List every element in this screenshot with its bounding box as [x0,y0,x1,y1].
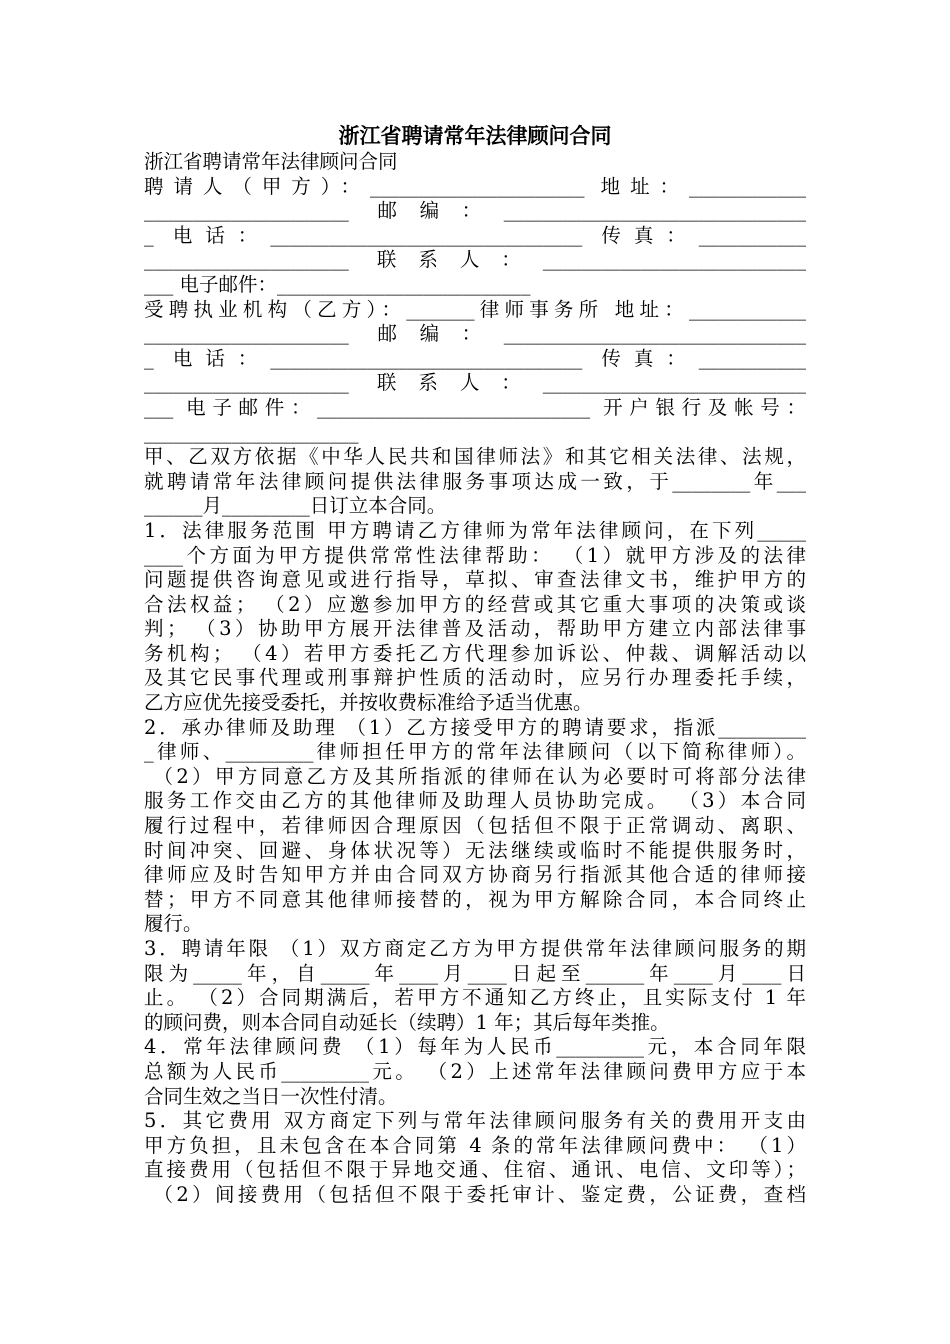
document-line: 替；甲方不同意其他律师接替的，视为甲方解除合同，本合同终止 [144,887,806,911]
document-line: 浙江省聘请常年法律顾问合同 [144,150,398,173]
document-line: 问题提供咨询意见或进行指导，草拟、审查法律文书，维护甲方的 [144,568,806,592]
document-body [144,150,806,1208]
document-line: 受聘执业机构（乙方）：_______律师事务所 地址：____________ [144,297,806,321]
document-line: 限为_____年，自_____年____月____日起至______年____月____日 [144,961,806,985]
document-line: 履行。 [144,912,203,936]
document-line: 甲方负担，且未包含在本合同第 4 条的常年法律顾问费中： （1） [144,1133,806,1157]
document-line: _____________________ 联系人：___________________________ [144,248,806,272]
document-line: _____________________ 邮编：_______________________________ [144,199,806,223]
document-line: _____________________ 邮编：_______________________________ [144,322,806,346]
document-title: 浙江省聘请常年法律顾问合同 [338,123,612,148]
document-line: _ 电话：________________________________ 传真：___________ [144,346,806,370]
document-line: 务机构； （4）若甲方委托乙方代理参加诉讼、仲裁、调解活动以 [144,641,806,665]
document-line: 乙方应优先接受委托，并按收费标准给予适当优惠。 [144,691,593,715]
document-line: 5．其它费用 双方商定下列与常年法律顾问服务有关的费用开支由 [144,1109,806,1133]
document-line: 合同生效之当日一次性付清。 [144,1084,398,1108]
document-line: （2）间接费用（包括但不限于委托审计、鉴定费，公证费，查档 [144,1182,806,1206]
document-line: 聘请人（甲方）：______________________ 地址：____________ [144,174,806,198]
document-line: 服务工作交由乙方的其他律师及助理人员协助完成。 （3）本合同 [144,789,806,813]
document-line: ______月_________日订立本合同。 [144,494,447,518]
document-line: （2）甲方同意乙方及其所指派的律师在认为必要时可将部分法律 [144,764,806,788]
document-line: 总额为人民币_________元。 （2）上述常年法律顾问费甲方应于本 [144,1059,806,1083]
document-line: _律师、_________律师担任甲方的常年法律顾问（以下简称律师）。 [144,740,806,764]
document-line: 2．承办律师及助理 （1）乙方接受甲方的聘请要求，指派_________ [144,715,806,739]
document-line: _____________________ 联系人：___________________________ [144,371,806,395]
document-line: 时间冲突、回避、身体状况等）无法继续或临时不能提供服务时， [144,838,806,862]
document-line: ______________________ [144,420,359,444]
document-line: 判； （3）协助甲方展开法律普及活动，帮助甲方建立内部法律事 [144,617,806,641]
document-line: ___ 电子邮件：__________________________ [144,272,531,296]
document-line: _ 电话：________________________________ 传真：___________ [144,223,806,247]
document-line: 履行过程中，若律师因合理原因（包括但不限于正常调动、离职、 [144,814,806,838]
document-line: 就聘请常年法律顾问提供法律服务事项达成一致，于________年___ [144,469,806,493]
document-line: 止。 （2）合同期满后，若甲方不通知乙方终止，且实际支付 1 年 [144,986,806,1010]
document-line: 合法权益； （2）应邀参加甲方的经营或其它重大事项的决策或谈 [144,592,806,616]
document-line: 甲、乙双方依据《中华人民共和国律师法》和其它相关法律、法规， [144,445,806,469]
document-line: 4．常年法律顾问费 （1）每年为人民币_________元，本合同年限 [144,1035,806,1059]
document-line: ___ 电子邮件：____________________________ 开户银行及帐号： [144,395,806,419]
document-line: 及其它民事代理或刑事辩护性质的活动时，应另行办理委托手续， [144,666,806,690]
document-line: 3．聘请年限 （1）双方商定乙方为甲方提供常年法律顾问服务的期 [144,937,806,960]
document-line: 律师应及时告知甲方并由合同双方协商另行指派其他合适的律师接 [144,863,806,887]
document-line: 1．法律服务范围 甲方聘请乙方律师为常年法律顾问，在下列_____ [144,518,806,542]
document-line: ____个方面为甲方提供常常性法律帮助： （1）就甲方涉及的法律 [144,543,806,567]
document-line: 直接费用（包括但不限于异地交通、住宿、通讯、电信、文印等）； [144,1158,806,1182]
document-line: 的顾问费，则本合同自动延长（续聘）1 年；其后每年类推。 [144,1010,670,1034]
